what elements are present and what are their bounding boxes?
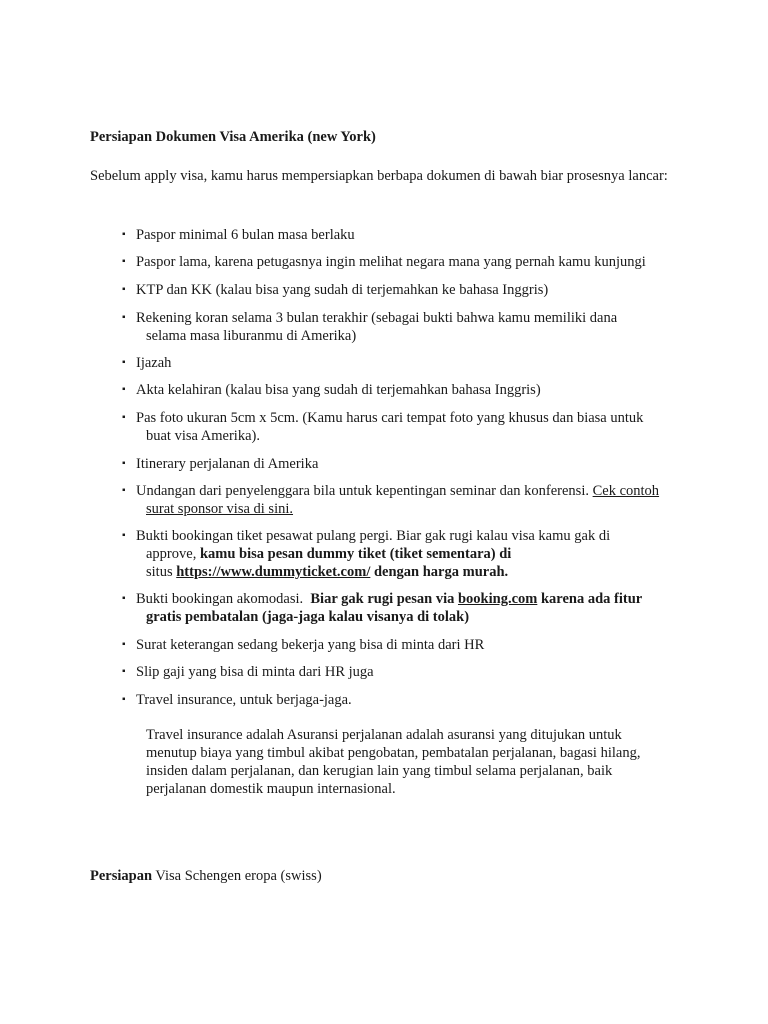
- list-item-slip-gaji: [122, 663, 682, 681]
- list-item-paspor: [122, 226, 682, 244]
- list-item-text: Paspor lama, karena petugasnya ingin melihat negara mana yang pernah kamu kunjungi: [136, 254, 646, 270]
- bullet-icon: ▪: [122, 458, 126, 469]
- list-item-text: Itinerary perjalanan di Amerika: [136, 456, 319, 472]
- travel-insurance-note: Travel insurance adalah Asuransi perjalanan adalah asuransi yang ditujukan untuk menutup biaya yang timbul akibat pengobatan, pembatalan perjalanan, bagasi hilang, insiden dalam perjalanan, dan kerugian lain yang timbul selama perjalanan, baik perjalanan domestik maupun internasional.: [146, 727, 641, 797]
- sponsor-letter-link-continued[interactable]: surat sponsor visa di sini.: [146, 501, 294, 517]
- list-item-ijazah: [122, 354, 682, 372]
- list-item-travel-insurance: [122, 691, 682, 709]
- bullet-icon: ▪: [122, 412, 126, 423]
- list-item-text-continued: selama masa liburanmu di Amerika): [146, 328, 357, 344]
- list-item-text: Bukti bookingan tiket pesawat pulang pergi. Biar gak rugi kalau visa kamu gak di: [136, 528, 611, 544]
- bullet-icon: ▪: [122, 666, 126, 677]
- intro-paragraph: Sebelum apply visa, kamu harus mempersiapkan berbapa dokumen di bawah biar prosesnya lancar:: [90, 168, 668, 184]
- list-item-text: Paspor minimal 6 bulan masa berlaku: [136, 227, 355, 243]
- booking-tip: Biar gak rugi pesan via: [310, 591, 455, 607]
- dummy-ticket-tip: kamu bisa pesan dummy tiket (tiket sementara) di: [199, 546, 512, 562]
- bullet-icon: ▪: [122, 312, 126, 323]
- list-item-text: Slip gaji yang bisa di minta dari HR juga: [136, 664, 374, 680]
- bullet-icon: ▪: [122, 256, 126, 267]
- section-heading-amerika: Persiapan Dokumen Visa Amerika (new York): [90, 129, 376, 145]
- list-item-rekening-koran: [122, 309, 682, 345]
- list-item-ktp-kk: [122, 281, 682, 299]
- section-heading-schengen: [90, 868, 322, 885]
- bullet-icon: ▪: [122, 284, 126, 295]
- list-item-undangan: [122, 482, 682, 518]
- bullet-icon: ▪: [122, 485, 126, 496]
- dummy-ticket-tip-end: dengan harga murah.: [373, 564, 509, 580]
- list-item-text: Ijazah: [136, 355, 172, 371]
- bullet-icon: ▪: [122, 384, 126, 395]
- list-item-text-continued: situs: [146, 564, 173, 580]
- bullet-icon: ▪: [122, 530, 126, 541]
- list-item-text: Pas foto ukuran 5cm x 5cm. (Kamu harus cari tempat foto yang khusus dan biasa untuk: [136, 410, 644, 426]
- bullet-icon: ▪: [122, 229, 126, 240]
- list-item-pas-foto: [122, 409, 682, 445]
- bullet-icon: ▪: [122, 694, 126, 705]
- list-item-akomodasi: [122, 590, 682, 626]
- list-item-akta-kelahiran: [122, 381, 682, 399]
- list-item-tiket-pesawat: [122, 527, 682, 581]
- bullet-icon: ▪: [122, 593, 126, 604]
- dummyticket-link[interactable]: https://www.dummyticket.com/: [176, 564, 371, 580]
- bullet-icon: ▪: [122, 357, 126, 368]
- list-item-paspor-lama: [122, 253, 682, 271]
- list-item-text-continued: approve,: [146, 546, 197, 562]
- booking-tip-end: gratis pembatalan (jaga-jaga kalau visanya di tolak): [146, 609, 470, 625]
- heading-bold-part: Persiapan: [90, 868, 153, 884]
- list-item-text-continued: buat visa Amerika).: [146, 428, 260, 444]
- list-item-text: Rekening koran selama 3 bulan terakhir (sebagai bukti bahwa kamu memiliki dana: [136, 310, 618, 326]
- list-item-text: Akta kelahiran (kalau bisa yang sudah di terjemahkan bahasa Inggris): [136, 382, 541, 398]
- list-item-text: Undangan dari penyelenggara bila untuk kepentingan seminar dan konferensi.: [136, 483, 589, 499]
- list-item-itinerary: [122, 455, 682, 473]
- heading-rest-part: Visa Schengen eropa (swiss): [155, 868, 322, 884]
- booking-com-link[interactable]: booking.com: [457, 591, 538, 607]
- bullet-icon: ▪: [122, 639, 126, 650]
- list-item-surat-keterangan-kerja: [122, 636, 682, 654]
- list-item-text: Bukti bookingan akomodasi.: [136, 591, 304, 607]
- list-item-text: KTP dan KK (kalau bisa yang sudah di terjemahkan ke bahasa Inggris): [136, 282, 549, 298]
- sponsor-letter-link[interactable]: Cek contoh: [592, 483, 660, 499]
- list-item-text: Surat keterangan sedang bekerja yang bisa di minta dari HR: [136, 637, 485, 653]
- booking-tip-cont: karena ada fitur: [540, 591, 643, 607]
- list-item-text: Travel insurance, untuk berjaga-jaga.: [136, 692, 352, 708]
